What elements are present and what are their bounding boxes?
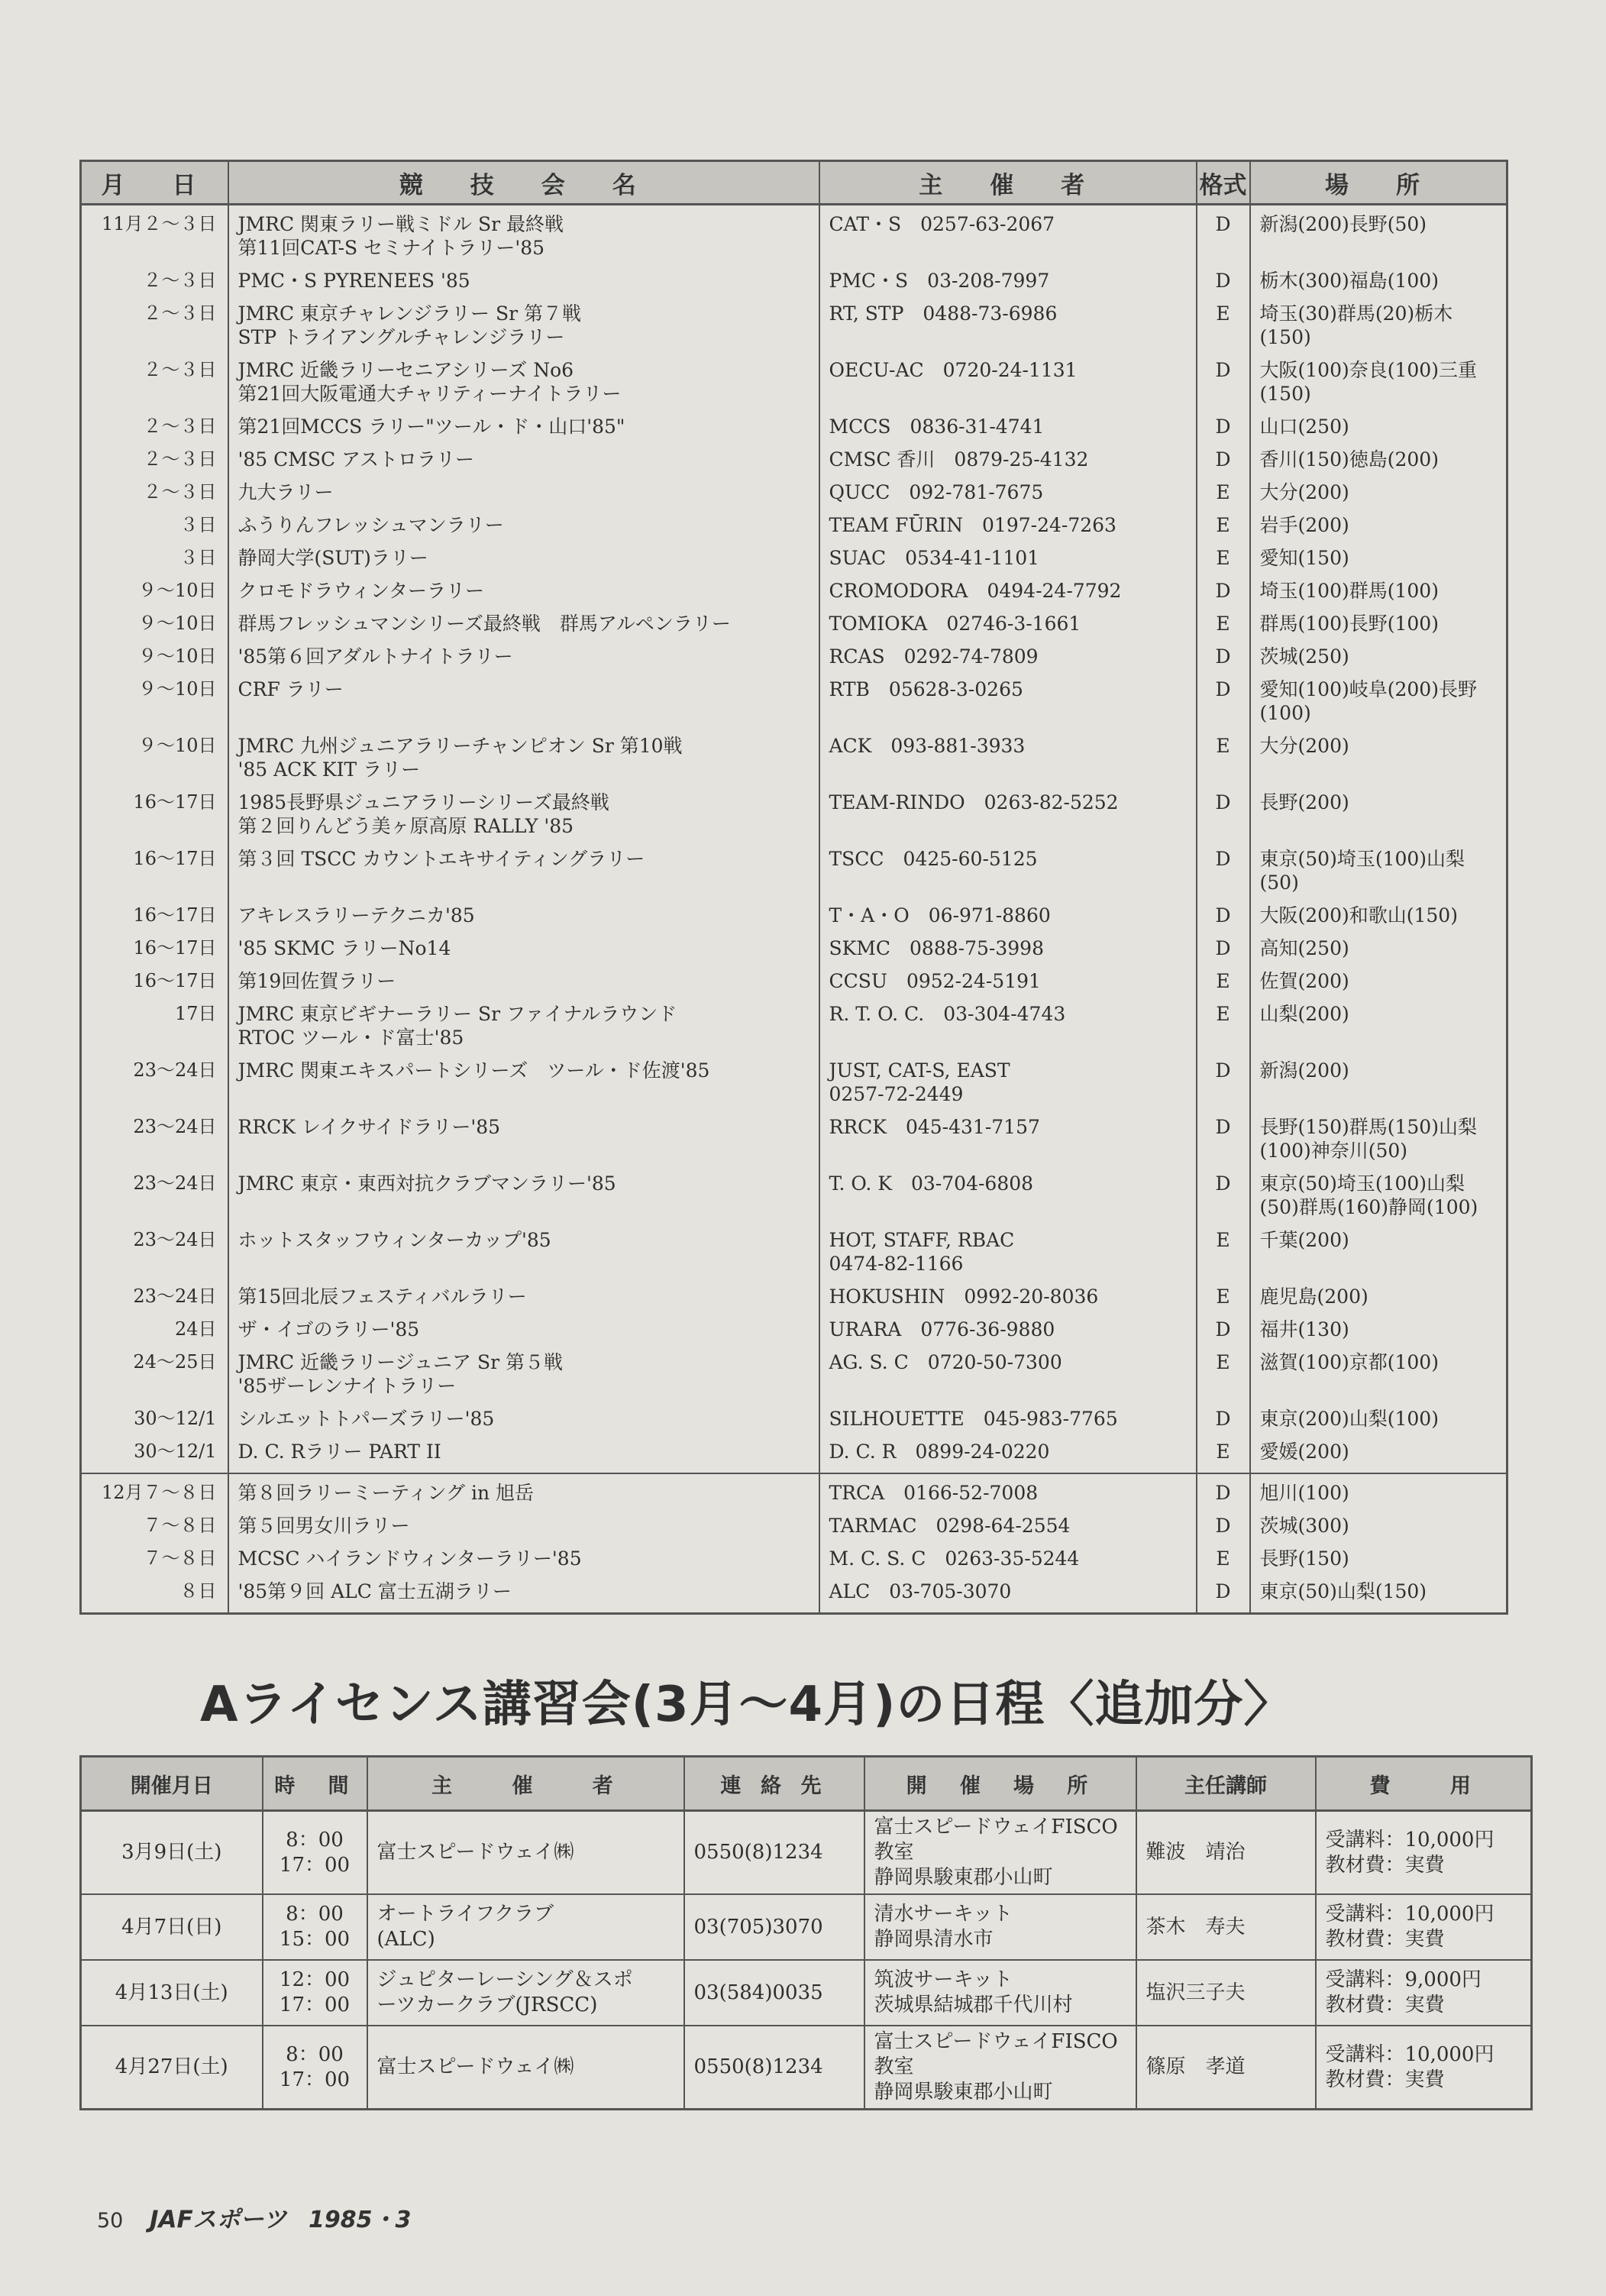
header-course-date: 開催月日 bbox=[81, 1757, 263, 1811]
header-course-instructor: 主任講師 bbox=[1136, 1757, 1316, 1811]
rally-date-cell: 12月７～８日 bbox=[81, 1473, 228, 1507]
format-cell: D bbox=[1197, 784, 1250, 840]
header-organizer: 主 催 者 bbox=[819, 161, 1197, 205]
event-name-cell: 第15回北辰フェスティバルラリー bbox=[228, 1278, 819, 1311]
event-name-cell: 九大ラリー bbox=[228, 474, 819, 506]
event-name-cell: 第21回MCCS ラリー"ツール・ド・山口'85" bbox=[228, 408, 819, 441]
organizer-cell: URARA 0776-36-9880 bbox=[819, 1311, 1197, 1344]
course-fee-cell: 受講料：9,000円 教材費：実費 bbox=[1316, 1960, 1532, 2026]
format-cell: E bbox=[1197, 1278, 1250, 1311]
event-name-cell: RRCK レイクサイドラリー'85 bbox=[228, 1108, 819, 1165]
table-row bbox=[81, 408, 1507, 441]
course-instructor-cell: 難波 靖治 bbox=[1136, 1811, 1316, 1895]
rally-date-cell: ９～10日 bbox=[81, 638, 228, 671]
rally-date-cell: ３日 bbox=[81, 506, 228, 539]
table-row bbox=[81, 205, 1507, 263]
course-time-cell: 8：00 17：00 bbox=[263, 1811, 367, 1895]
header-course-organizer: 主 催 者 bbox=[367, 1757, 684, 1811]
table-row bbox=[81, 897, 1507, 930]
place-cell: 千葉(200) bbox=[1250, 1221, 1507, 1278]
format-cell: E bbox=[1197, 506, 1250, 539]
rally-date-cell: 16～17日 bbox=[81, 840, 228, 897]
event-name-cell: 第５回男女川ラリー bbox=[228, 1507, 819, 1540]
organizer-cell: SILHOUETTE 045-983-7765 bbox=[819, 1400, 1197, 1433]
format-cell: E bbox=[1197, 962, 1250, 995]
table-row bbox=[81, 930, 1507, 962]
event-name-cell: 1985長野県ジュニアラリーシリーズ最終戦 第２回りんどう美ヶ原高原 RALLY '85 bbox=[228, 784, 819, 840]
magazine-name: JAFスポーツ bbox=[149, 2206, 287, 2233]
organizer-cell: T・A・O 06-971-8860 bbox=[819, 897, 1197, 930]
format-cell: D bbox=[1197, 351, 1250, 408]
rally-date-cell: ８日 bbox=[81, 1573, 228, 1614]
format-cell: E bbox=[1197, 474, 1250, 506]
organizer-cell: RT, STP 0488-73-6986 bbox=[819, 295, 1197, 351]
format-cell: E bbox=[1197, 539, 1250, 572]
organizer-cell: CAT・S 0257-63-2067 bbox=[819, 205, 1197, 263]
course-time-cell: 8：00 17：00 bbox=[263, 2026, 367, 2110]
course-instructor-cell: 塩沢三子夫 bbox=[1136, 1960, 1316, 2026]
place-cell: 大分(200) bbox=[1250, 474, 1507, 506]
table-row bbox=[81, 441, 1507, 474]
place-cell: 鹿児島(200) bbox=[1250, 1278, 1507, 1311]
course-date-cell: 3月9日(土) bbox=[81, 1811, 263, 1895]
rally-date-cell: 23～24日 bbox=[81, 1108, 228, 1165]
format-cell: E bbox=[1197, 995, 1250, 1052]
course-date-cell: 4月27日(土) bbox=[81, 2026, 263, 2110]
rally-date-cell: ２～３日 bbox=[81, 441, 228, 474]
organizer-cell: OECU-AC 0720-24-1131 bbox=[819, 351, 1197, 408]
format-cell: E bbox=[1197, 1540, 1250, 1573]
event-name-cell: 静岡大学(SUT)ラリー bbox=[228, 539, 819, 572]
place-cell: 長野(200) bbox=[1250, 784, 1507, 840]
organizer-cell: RCAS 0292-74-7809 bbox=[819, 638, 1197, 671]
place-cell: 愛知(150) bbox=[1250, 539, 1507, 572]
organizer-cell: TRCA 0166-52-7008 bbox=[819, 1473, 1197, 1507]
place-cell: 佐賀(200) bbox=[1250, 962, 1507, 995]
course-fee-cell: 受講料：10,000円 教材費：実費 bbox=[1316, 2026, 1532, 2110]
place-cell: 山口(250) bbox=[1250, 408, 1507, 441]
format-cell: D bbox=[1197, 638, 1250, 671]
table-row bbox=[81, 1165, 1507, 1221]
organizer-cell: T. O. K 03-704-6808 bbox=[819, 1165, 1197, 1221]
place-cell: 茨城(300) bbox=[1250, 1507, 1507, 1540]
place-cell: 高知(250) bbox=[1250, 930, 1507, 962]
event-name-cell: 第８回ラリーミーティング in 旭岳 bbox=[228, 1473, 819, 1507]
course-date-cell: 4月13日(土) bbox=[81, 1960, 263, 2026]
format-cell: D bbox=[1197, 1052, 1250, 1108]
format-cell: E bbox=[1197, 1344, 1250, 1400]
organizer-cell: QUCC 092-781-7675 bbox=[819, 474, 1197, 506]
event-name-cell: ホットスタッフウィンターカップ'85 bbox=[228, 1221, 819, 1278]
table-row bbox=[81, 1473, 1507, 1507]
event-name-cell: ふうりんフレッシュマンラリー bbox=[228, 506, 819, 539]
table-row bbox=[81, 1573, 1507, 1614]
rally-date-cell: 23～24日 bbox=[81, 1052, 228, 1108]
rally-date-cell: 23～24日 bbox=[81, 1278, 228, 1311]
table-row bbox=[81, 474, 1507, 506]
rally-date-cell: ２～３日 bbox=[81, 408, 228, 441]
rally-date-cell: ２～３日 bbox=[81, 295, 228, 351]
organizer-cell: CMSC 香川 0879-25-4132 bbox=[819, 441, 1197, 474]
rally-date-cell: ７～８日 bbox=[81, 1507, 228, 1540]
license-course-heading: Aライセンス講習会(3月～4月)の日程〈追加分〉 bbox=[200, 1677, 1294, 1733]
place-cell: 旭川(100) bbox=[1250, 1473, 1507, 1507]
header-format: 格式 bbox=[1197, 161, 1250, 205]
format-cell: D bbox=[1197, 1400, 1250, 1433]
rally-date-cell: 30～12/1 bbox=[81, 1433, 228, 1473]
table-row bbox=[81, 995, 1507, 1052]
organizer-cell: SUAC 0534-41-1101 bbox=[819, 539, 1197, 572]
organizer-cell: RRCK 045-431-7157 bbox=[819, 1108, 1197, 1165]
course-date-cell: 4月7日(日) bbox=[81, 1894, 263, 1960]
rally-date-cell: 17日 bbox=[81, 995, 228, 1052]
format-cell: D bbox=[1197, 1108, 1250, 1165]
event-name-cell: シルエットトパーズラリー'85 bbox=[228, 1400, 819, 1433]
table-row bbox=[81, 1433, 1507, 1473]
format-cell: D bbox=[1197, 1573, 1250, 1614]
event-name-cell: PMC・S PYRENEES '85 bbox=[228, 262, 819, 295]
event-name-cell: 群馬フレッシュマンシリーズ最終戦 群馬アルペンラリー bbox=[228, 605, 819, 638]
event-name-cell: JMRC 東京チャレンジラリー Sr 第７戦 STP トライアングルチャレンジラリー bbox=[228, 295, 819, 351]
place-cell: 東京(50)山梨(150) bbox=[1250, 1573, 1507, 1614]
course-organizer-cell: オートライフクラブ (ALC) bbox=[367, 1894, 684, 1960]
course-contact-cell: 0550(8)1234 bbox=[684, 1811, 864, 1895]
course-table-body bbox=[81, 1811, 1532, 2110]
event-name-cell: MCSC ハイランドウィンターラリー'85 bbox=[228, 1540, 819, 1573]
event-name-cell: JMRC 九州ジュニアラリーチャンピオン Sr 第10戦 '85 ACK KIT ラリー bbox=[228, 727, 819, 784]
rally-date-cell: 11月２～３日 bbox=[81, 205, 228, 263]
organizer-cell: AG. S. C 0720-50-7300 bbox=[819, 1344, 1197, 1400]
place-cell: 山梨(200) bbox=[1250, 995, 1507, 1052]
format-cell: D bbox=[1197, 1165, 1250, 1221]
organizer-cell: JUST, CAT-S, EAST 0257-72-2449 bbox=[819, 1052, 1197, 1108]
header-course-fee: 費 用 bbox=[1316, 1757, 1532, 1811]
rally-schedule-table bbox=[79, 160, 1508, 1615]
header-course-venue: 開 催 場 所 bbox=[864, 1757, 1136, 1811]
organizer-cell: TSCC 0425-60-5125 bbox=[819, 840, 1197, 897]
rally-date-cell: 23～24日 bbox=[81, 1165, 228, 1221]
rally-date-cell: ３日 bbox=[81, 539, 228, 572]
place-cell: 東京(50)埼玉(100)山梨 (50)群馬(160)静岡(100) bbox=[1250, 1165, 1507, 1221]
format-cell: E bbox=[1197, 727, 1250, 784]
course-venue-cell: 富士スピードウェイFISCO教室 静岡県駿東郡小山町 bbox=[864, 1811, 1136, 1895]
event-name-cell: CRF ラリー bbox=[228, 671, 819, 727]
header-course-contact: 連 絡 先 bbox=[684, 1757, 864, 1811]
event-name-cell: 第３回 TSCC カウントエキサイティングラリー bbox=[228, 840, 819, 897]
organizer-cell: RTB 05628-3-0265 bbox=[819, 671, 1197, 727]
event-name-cell: '85第６回アダルトナイトラリー bbox=[228, 638, 819, 671]
page-number: 50 bbox=[97, 2209, 124, 2233]
course-organizer-cell: 富士スピードウェイ㈱ bbox=[367, 2026, 684, 2110]
rally-date-cell: 16～17日 bbox=[81, 897, 228, 930]
place-cell: 東京(50)埼玉(100)山梨 (50) bbox=[1250, 840, 1507, 897]
place-cell: 大阪(100)奈良(100)三重 (150) bbox=[1250, 351, 1507, 408]
organizer-cell: ACK 093-881-3933 bbox=[819, 727, 1197, 784]
event-name-cell: '85 SKMC ラリーNo14 bbox=[228, 930, 819, 962]
organizer-cell: ALC 03-705-3070 bbox=[819, 1573, 1197, 1614]
course-fee-cell: 受講料：10,000円 教材費：実費 bbox=[1316, 1894, 1532, 1960]
rally-date-cell: ２～３日 bbox=[81, 262, 228, 295]
format-cell: D bbox=[1197, 897, 1250, 930]
table-row bbox=[81, 2026, 1532, 2110]
format-cell: D bbox=[1197, 1473, 1250, 1507]
rally-date-cell: 16～17日 bbox=[81, 930, 228, 962]
table-row bbox=[81, 671, 1507, 727]
rally-date-cell: ９～10日 bbox=[81, 572, 228, 605]
format-cell: D bbox=[1197, 205, 1250, 263]
issue-number: 1985・3 bbox=[309, 2207, 412, 2233]
place-cell: 愛媛(200) bbox=[1250, 1433, 1507, 1473]
event-name-cell: JMRC 関東ラリー戦ミドル Sr 最終戦 第11回CAT-S セミナイトラリー'85 bbox=[228, 205, 819, 263]
place-cell: 栃木(300)福島(100) bbox=[1250, 262, 1507, 295]
course-venue-cell: 清水サーキット 静岡県清水市 bbox=[864, 1894, 1136, 1960]
license-course-table bbox=[79, 1755, 1533, 2110]
event-name-cell: '85第９回 ALC 富士五湖ラリー bbox=[228, 1573, 819, 1614]
table-row bbox=[81, 506, 1507, 539]
place-cell: 大阪(200)和歌山(150) bbox=[1250, 897, 1507, 930]
table-row bbox=[81, 351, 1507, 408]
place-cell: 新潟(200)長野(50) bbox=[1250, 205, 1507, 263]
course-venue-cell: 富士スピードウェイFISCO教室 静岡県駿東郡小山町 bbox=[864, 2026, 1136, 2110]
table-row bbox=[81, 784, 1507, 840]
table-row bbox=[81, 1540, 1507, 1573]
event-name-cell: クロモドラウィンターラリー bbox=[228, 572, 819, 605]
place-cell: 長野(150)群馬(150)山梨 (100)神奈川(50) bbox=[1250, 1108, 1507, 1165]
table-row bbox=[81, 1344, 1507, 1400]
table-row bbox=[81, 605, 1507, 638]
format-cell: D bbox=[1197, 930, 1250, 962]
event-name-cell: JMRC 関東エキスパートシリーズ ツール・ド佐渡'85 bbox=[228, 1052, 819, 1108]
place-cell: 滋賀(100)京都(100) bbox=[1250, 1344, 1507, 1400]
course-contact-cell: 03(584)0035 bbox=[684, 1960, 864, 2026]
course-organizer-cell: ジュピターレーシング＆スポ ーツカークラブ(JRSCC) bbox=[367, 1960, 684, 2026]
organizer-cell: D. C. R 0899-24-0220 bbox=[819, 1433, 1197, 1473]
rally-header-row bbox=[81, 161, 1507, 205]
format-cell: D bbox=[1197, 408, 1250, 441]
format-cell: D bbox=[1197, 1507, 1250, 1540]
event-name-cell: アキレスラリーテクニカ'85 bbox=[228, 897, 819, 930]
header-date: 月 日 bbox=[81, 161, 228, 205]
format-cell: E bbox=[1197, 1433, 1250, 1473]
organizer-cell: R. T. O. C. 03-304-4743 bbox=[819, 995, 1197, 1052]
course-time-cell: 8：00 15：00 bbox=[263, 1894, 367, 1960]
place-cell: 新潟(200) bbox=[1250, 1052, 1507, 1108]
course-venue-cell: 筑波サーキット 茨城県結城郡千代川村 bbox=[864, 1960, 1136, 2026]
place-cell: 福井(130) bbox=[1250, 1311, 1507, 1344]
rally-date-cell: ２～３日 bbox=[81, 351, 228, 408]
place-cell: 群馬(100)長野(100) bbox=[1250, 605, 1507, 638]
table-row bbox=[81, 1960, 1532, 2026]
place-cell: 茨城(250) bbox=[1250, 638, 1507, 671]
rally-date-cell: ９～10日 bbox=[81, 727, 228, 784]
format-cell: D bbox=[1197, 262, 1250, 295]
header-place: 場 所 bbox=[1250, 161, 1507, 205]
table-row bbox=[81, 840, 1507, 897]
format-cell: E bbox=[1197, 295, 1250, 351]
event-name-cell: ザ・イゴのラリー'85 bbox=[228, 1311, 819, 1344]
header-event-name: 競 技 会 名 bbox=[228, 161, 819, 205]
table-row bbox=[81, 1221, 1507, 1278]
event-name-cell: JMRC 東京ビギナーラリー Sr ファイナルラウンド RTOC ツール・ド富士'85 bbox=[228, 995, 819, 1052]
table-row bbox=[81, 295, 1507, 351]
format-cell: D bbox=[1197, 441, 1250, 474]
course-time-cell: 12：00 17：00 bbox=[263, 1960, 367, 2026]
course-instructor-cell: 篠原 孝道 bbox=[1136, 2026, 1316, 2110]
course-instructor-cell: 茶木 寿夫 bbox=[1136, 1894, 1316, 1960]
event-name-cell: JMRC 近畿ラリージュニア Sr 第５戦 '85ザーレンナイトラリー bbox=[228, 1344, 819, 1400]
format-cell: E bbox=[1197, 605, 1250, 638]
rally-date-cell: 16～17日 bbox=[81, 784, 228, 840]
course-header-row bbox=[81, 1757, 1532, 1811]
rally-date-cell: 24日 bbox=[81, 1311, 228, 1344]
place-cell: 大分(200) bbox=[1250, 727, 1507, 784]
rally-date-cell: 16～17日 bbox=[81, 962, 228, 995]
place-cell: 長野(150) bbox=[1250, 1540, 1507, 1573]
organizer-cell: TEAM-RINDO 0263-82-5252 bbox=[819, 784, 1197, 840]
place-cell: 埼玉(100)群馬(100) bbox=[1250, 572, 1507, 605]
course-organizer-cell: 富士スピードウェイ㈱ bbox=[367, 1811, 684, 1895]
table-row bbox=[81, 1052, 1507, 1108]
table-row bbox=[81, 727, 1507, 784]
place-cell: 愛知(100)岐阜(200)長野 (100) bbox=[1250, 671, 1507, 727]
organizer-cell: HOT, STAFF, RBAC 0474-82-1166 bbox=[819, 1221, 1197, 1278]
format-cell: D bbox=[1197, 840, 1250, 897]
organizer-cell: TARMAC 0298-64-2554 bbox=[819, 1507, 1197, 1540]
table-row bbox=[81, 1311, 1507, 1344]
course-contact-cell: 0550(8)1234 bbox=[684, 2026, 864, 2110]
organizer-cell: PMC・S 03-208-7997 bbox=[819, 262, 1197, 295]
place-cell: 東京(200)山梨(100) bbox=[1250, 1400, 1507, 1433]
table-row bbox=[81, 638, 1507, 671]
organizer-cell: MCCS 0836-31-4741 bbox=[819, 408, 1197, 441]
rally-table-body bbox=[81, 205, 1507, 1614]
rally-date-cell: ９～10日 bbox=[81, 605, 228, 638]
page-footer bbox=[97, 2200, 411, 2234]
organizer-cell: SKMC 0888-75-3998 bbox=[819, 930, 1197, 962]
organizer-cell: CCSU 0952-24-5191 bbox=[819, 962, 1197, 995]
table-row bbox=[81, 1894, 1532, 1960]
table-row bbox=[81, 1400, 1507, 1433]
event-name-cell: 第19回佐賀ラリー bbox=[228, 962, 819, 995]
format-cell: E bbox=[1197, 1221, 1250, 1278]
table-row bbox=[81, 262, 1507, 295]
organizer-cell: TOMIOKA 02746-3-1661 bbox=[819, 605, 1197, 638]
event-name-cell: JMRC 東京・東西対抗クラブマンラリー'85 bbox=[228, 1165, 819, 1221]
organizer-cell: M. C. S. C 0263-35-5244 bbox=[819, 1540, 1197, 1573]
format-cell: D bbox=[1197, 1311, 1250, 1344]
rally-date-cell: ７～８日 bbox=[81, 1540, 228, 1573]
table-row bbox=[81, 572, 1507, 605]
header-course-time: 時 間 bbox=[263, 1757, 367, 1811]
table-row bbox=[81, 539, 1507, 572]
organizer-cell: CROMODORA 0494-24-7792 bbox=[819, 572, 1197, 605]
rally-date-cell: ９～10日 bbox=[81, 671, 228, 727]
rally-date-cell: 24～25日 bbox=[81, 1344, 228, 1400]
event-name-cell: '85 CMSC アストロラリー bbox=[228, 441, 819, 474]
place-cell: 埼玉(30)群馬(20)栃木 (150) bbox=[1250, 295, 1507, 351]
course-contact-cell: 03(705)3070 bbox=[684, 1894, 864, 1960]
table-row bbox=[81, 1811, 1532, 1895]
event-name-cell: JMRC 近畿ラリーセニアシリーズ No6 第21回大阪電通大チャリティーナイトラリー bbox=[228, 351, 819, 408]
rally-date-cell: ２～３日 bbox=[81, 474, 228, 506]
organizer-cell: TEAM FŪRIN 0197-24-7263 bbox=[819, 506, 1197, 539]
rally-date-cell: 23～24日 bbox=[81, 1221, 228, 1278]
format-cell: D bbox=[1197, 671, 1250, 727]
table-row bbox=[81, 1507, 1507, 1540]
place-cell: 岩手(200) bbox=[1250, 506, 1507, 539]
table-row bbox=[81, 1108, 1507, 1165]
organizer-cell: HOKUSHIN 0992-20-8036 bbox=[819, 1278, 1197, 1311]
place-cell: 香川(150)徳島(200) bbox=[1250, 441, 1507, 474]
format-cell: D bbox=[1197, 572, 1250, 605]
table-row bbox=[81, 1278, 1507, 1311]
course-fee-cell: 受講料：10,000円 教材費：実費 bbox=[1316, 1811, 1532, 1895]
event-name-cell: D. C. Rラリー PART II bbox=[228, 1433, 819, 1473]
rally-date-cell: 30～12/1 bbox=[81, 1400, 228, 1433]
table-row bbox=[81, 962, 1507, 995]
